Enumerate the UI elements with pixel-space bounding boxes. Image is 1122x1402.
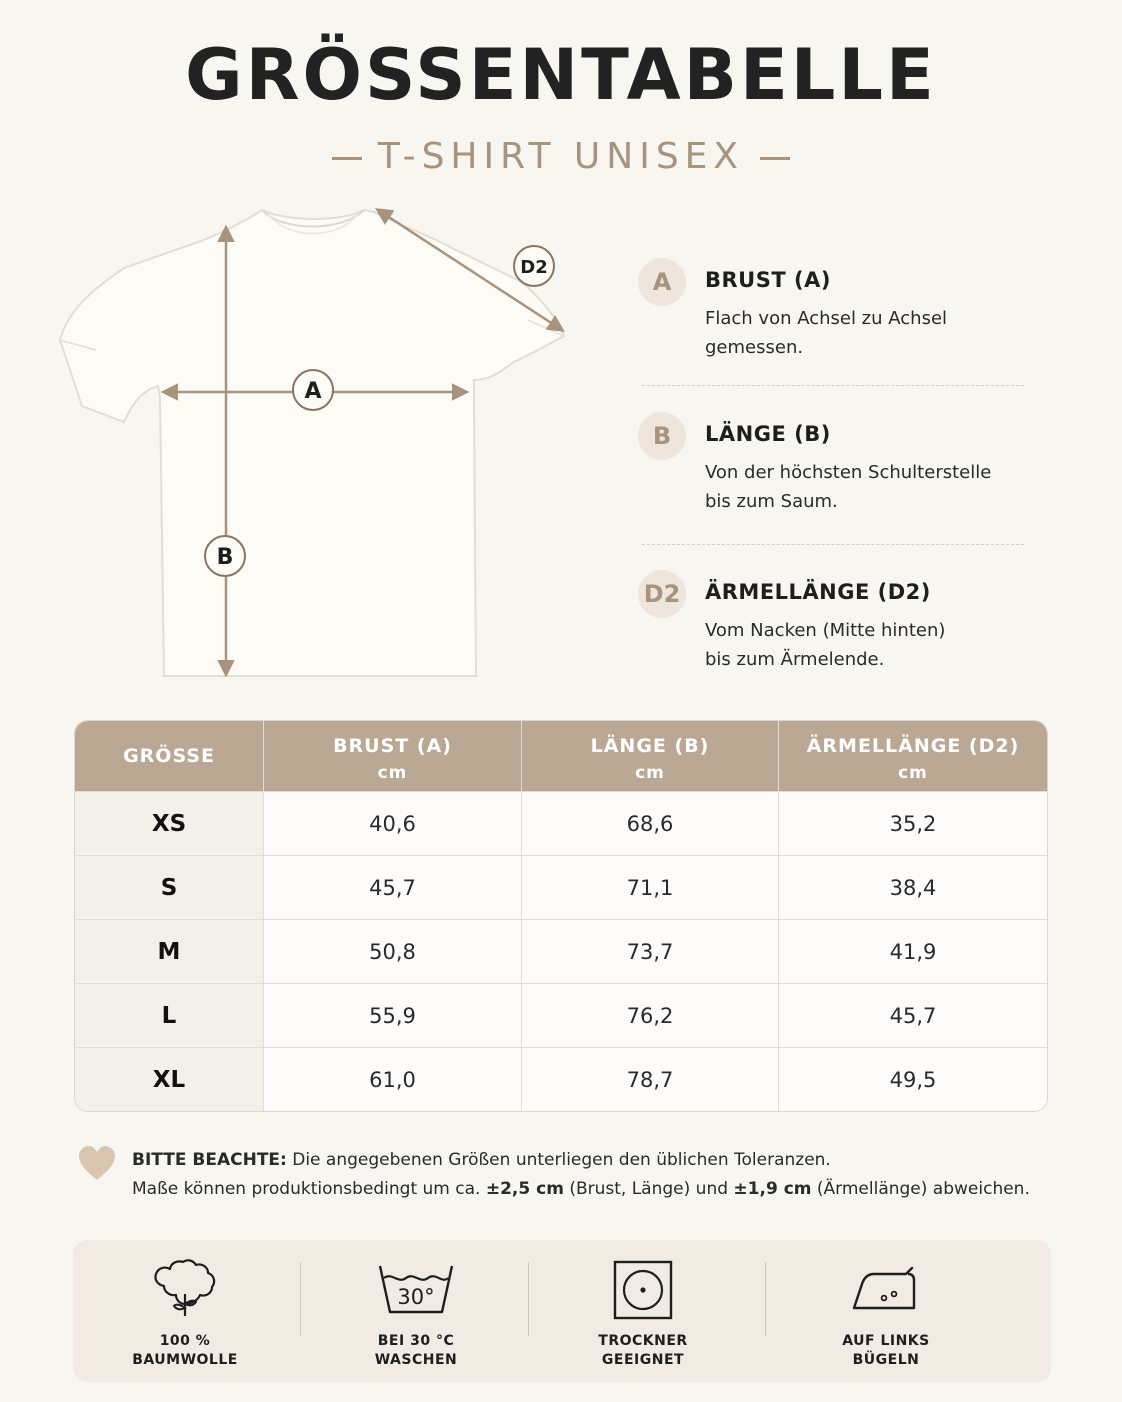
wash-temperature: 30°	[397, 1285, 435, 1309]
table-header	[75, 721, 1047, 791]
column-header-label: LÄNGE (B)	[590, 735, 710, 757]
care-item-wash	[326, 1240, 506, 1382]
tumble-dry-icon	[611, 1258, 675, 1322]
brust-cell: 55,9	[369, 1004, 416, 1028]
column-divider	[263, 721, 264, 1111]
size-cell: S	[160, 875, 178, 901]
care-label-line: BAUMWOLLE	[132, 1352, 238, 1368]
heart-icon	[78, 1146, 116, 1182]
subtitle-text: T-SHIRT UNISEX	[377, 136, 745, 177]
table-row	[75, 1047, 1047, 1112]
tshirt-diagram	[52, 200, 582, 690]
marker-d2	[514, 246, 554, 286]
brust-cell: 45,7	[369, 876, 416, 900]
note-lead: BITTE BEACHTE:	[132, 1150, 287, 1170]
legend-title-brust: BRUST (A)	[705, 268, 831, 292]
care-label-dryer	[553, 1332, 733, 1370]
note-text: Maße können produktionsbedingt um ca.	[132, 1179, 486, 1199]
aermellaenge-cell: 41,9	[889, 940, 937, 964]
brust-cell: 50,8	[369, 940, 416, 964]
marker-a-label: A	[304, 379, 322, 404]
column-header-laenge	[522, 721, 778, 791]
care-label-line: BÜGELN	[852, 1352, 920, 1368]
column-divider	[778, 721, 779, 1111]
legend-desc-brust	[705, 304, 1035, 362]
brust-cell: 61,0	[369, 1068, 416, 1092]
table-row	[75, 983, 1047, 1048]
subtitle-dash-left	[332, 157, 362, 160]
legend-divider	[642, 385, 1024, 386]
column-header-brust	[264, 721, 521, 791]
laenge-cell: 76,2	[626, 1004, 674, 1028]
care-label-line: BEI 30 °C	[377, 1333, 455, 1349]
column-header-label: BRUST (A)	[333, 735, 452, 757]
tolerance-note	[132, 1146, 1030, 1204]
care-item-cotton	[95, 1240, 275, 1382]
care-label-line: WASCHEN	[374, 1352, 458, 1368]
note-text: (Brust, Länge) und	[563, 1179, 734, 1199]
care-divider	[300, 1262, 301, 1336]
laenge-cell: 78,7	[626, 1068, 674, 1092]
aermellaenge-cell: 49,5	[889, 1068, 937, 1092]
legend-badge-b: B	[638, 412, 686, 460]
legend-desc-line: Von der höchsten Schulterstelle	[705, 462, 992, 483]
marker-b-label: B	[216, 545, 234, 570]
laenge-cell: 71,1	[626, 876, 674, 900]
wash-30-icon	[376, 1258, 456, 1318]
size-cell: XL	[152, 1067, 186, 1093]
legend-desc-line: bis zum Ärmelende.	[705, 649, 885, 670]
care-divider	[528, 1262, 529, 1336]
legend-desc-line: gemessen.	[705, 337, 804, 358]
column-header-unit: cm	[377, 763, 408, 783]
legend-desc-laenge	[705, 458, 1035, 516]
legend-desc-aermellaenge	[705, 616, 1035, 674]
legend-desc-line: Vom Nacken (Mitte hinten)	[705, 620, 946, 641]
note-text: (Ärmellänge) abweichen.	[811, 1179, 1030, 1199]
column-header-label: ÄRMELLÄNGE (D2)	[806, 735, 1020, 757]
table-row	[75, 791, 1047, 856]
iron-icon	[850, 1258, 922, 1318]
care-label-wash	[326, 1332, 506, 1370]
care-item-dryer	[553, 1240, 733, 1382]
column-header-groesse	[75, 721, 263, 791]
note-tolerance-value: ±1,9 cm	[733, 1179, 812, 1199]
care-label-iron	[796, 1332, 976, 1370]
legend-desc-line: Flach von Achsel zu Achsel	[705, 308, 948, 329]
aermellaenge-cell: 35,2	[889, 812, 937, 836]
cotton-icon	[150, 1258, 220, 1322]
size-cell: M	[157, 939, 181, 965]
care-label-line: AUF LINKS	[842, 1333, 930, 1349]
legend-desc-line: bis zum Saum.	[705, 491, 838, 512]
note-line-2	[132, 1175, 1030, 1204]
size-table	[74, 720, 1048, 1112]
note-line1-text: Die angegebenen Größen unterliegen den üblichen Toleranzen.	[286, 1150, 831, 1170]
care-instructions	[73, 1240, 1051, 1382]
page-title: GRÖSSENTABELLE	[185, 34, 937, 116]
tshirt-shape	[60, 210, 564, 676]
laenge-cell: 68,6	[626, 812, 674, 836]
care-label-line: TROCKNER	[598, 1333, 688, 1349]
brust-cell: 40,6	[369, 812, 416, 836]
care-label-line: 100 %	[159, 1333, 211, 1349]
page-subtitle	[0, 136, 1122, 177]
legend-divider	[642, 544, 1024, 545]
note-tolerance-value: ±2,5 cm	[485, 1179, 564, 1199]
marker-b	[205, 536, 245, 576]
legend-title-laenge: LÄNGE (B)	[705, 422, 831, 446]
size-cell: XS	[151, 811, 187, 837]
size-cell: L	[161, 1003, 177, 1029]
legend-badge-d2: D2	[638, 570, 686, 618]
column-divider	[521, 721, 522, 1111]
care-label-cotton	[95, 1332, 275, 1370]
table-row	[75, 919, 1047, 984]
subtitle-dash-right	[760, 157, 790, 160]
laenge-cell: 73,7	[626, 940, 674, 964]
legend-title-aermellaenge: ÄRMELLÄNGE (D2)	[705, 580, 931, 604]
column-header-label: GRÖSSE	[123, 745, 215, 767]
column-header-unit: cm	[635, 763, 665, 783]
care-item-iron	[796, 1240, 976, 1382]
aermellaenge-cell: 38,4	[889, 876, 937, 900]
note-line-1	[132, 1146, 1030, 1175]
care-label-line: GEEIGNET	[601, 1352, 685, 1368]
marker-d2-label: D2	[520, 257, 548, 278]
column-header-aermellaenge	[779, 721, 1047, 791]
legend-badge-a: A	[638, 258, 686, 306]
care-divider	[765, 1262, 766, 1336]
column-header-unit: cm	[898, 763, 928, 783]
aermellaenge-cell: 45,7	[889, 1004, 937, 1028]
marker-a	[293, 370, 333, 410]
table-row	[75, 855, 1047, 920]
